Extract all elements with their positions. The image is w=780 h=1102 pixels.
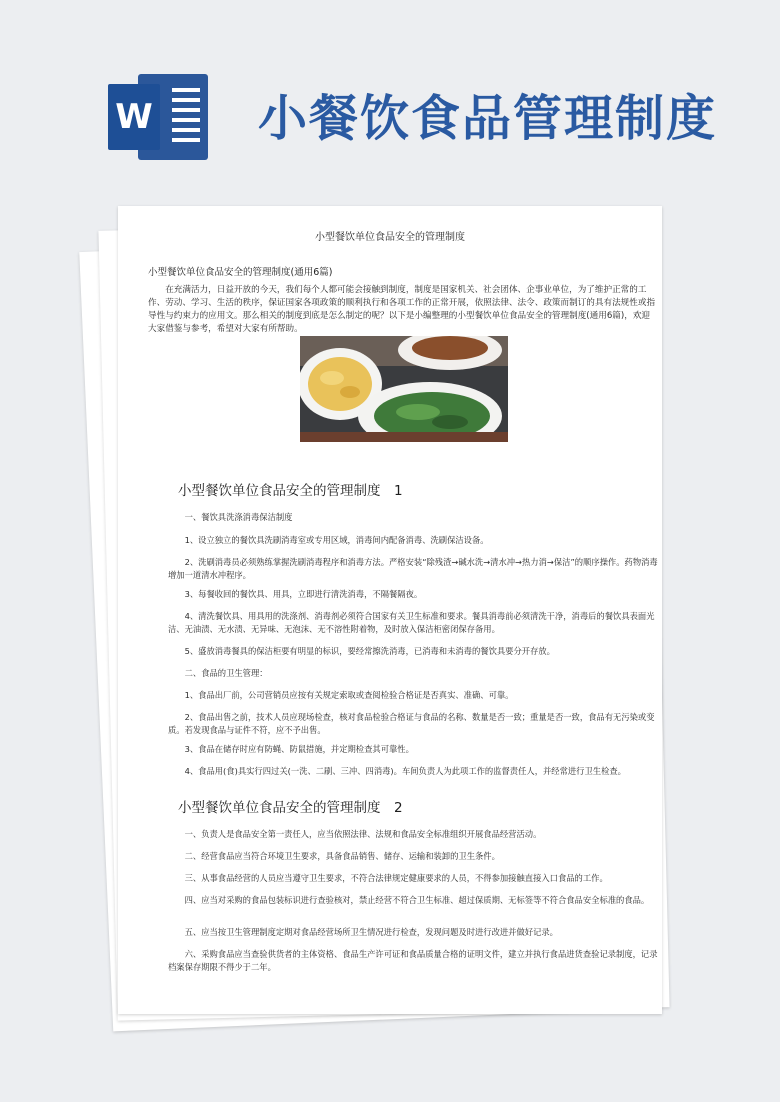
section-2-item: 三、从事食品经营的人员应当遵守卫生要求，不符合法律规定健康要求的人员，不得参加接触直接入口食品的工作。 <box>184 873 608 883</box>
section-1-item: 1、食品出厂前，公司营销员应按有关规定索取或查阅检验合格证是否真实、准确、可靠。 <box>184 690 514 700</box>
section-1-item: 2、食品出售之前，技术人员应现场检查，核对食品检验合格证与食品的名称、数量是否一致；重量是否一致，食品有无污染或变质。若发现食品与证件不符，应不予出售。 <box>168 712 655 735</box>
section-2-item: 五、应当按卫生管理制度定期对食品经营场所卫生情况进行检查，发现问题及时进行改进并做好记录。 <box>184 927 558 937</box>
section-2-item: 二、经营食品应当符合环境卫生要求，具备食品销售、储存、运输和装卸的卫生条件。 <box>184 851 500 861</box>
intro-paragraph: 在充满活力，日益开放的今天，我们每个人都可能会接触到制度，制度是国家机关、社会团体、企事业单位，为了维护正常的工作、劳动、学习、生活的秩序，保证国家各项政策的顺利执行和各项工作的正常开展，依照法律、法令、政策而制订的具有法规性或指导性与约束力的应用文。那么相关的制度到底是怎么制定的呢？以下是小编整理的小型餐饮单位食品安全的管理制度(通用6篇)，欢迎大家借鉴与参考，希望对大家有所帮助。 <box>148 285 656 334</box>
section-1-item: 二、食品的卫生管理： <box>184 668 268 678</box>
section-1-item: 3、每餐收回的餐饮具、用具，立即进行清洗消毒，不隔餐隔夜。 <box>184 589 423 599</box>
section-1-title: 小型餐饮单位食品安全的管理制度 1 <box>178 483 403 499</box>
section-2-item: 六、采购食品应当查验供货者的主体资格、食品生产许可证和食品质量合格的证明文件，建立并执行食品进货查验记录制度，记录档案保存期限不得少于二年。 <box>168 949 658 972</box>
section-1-item: 4、食品用(食)具实行四过关(一洗、二刷、三冲、四消毒)。车间负责人为此项工作的监督责任人，并经常进行卫生检查。 <box>184 766 626 776</box>
document-page <box>118 206 662 1014</box>
food-photo <box>300 336 508 442</box>
section-1-item: 一、餐饮具洗涤消毒保洁制度 <box>184 512 293 522</box>
word-icon-letter: W <box>108 84 160 150</box>
section-1-item: 1、设立独立的餐饮具洗刷消毒室或专用区域，消毒间内配备消毒、洗刷保洁设备。 <box>184 535 489 545</box>
section-1-item: 5、盛放消毒餐具的保洁柜要有明显的标识，要经常擦洗消毒，已消毒和未消毒的餐饮具要分开存放。 <box>184 646 555 656</box>
document-subtitle: 小型餐饮单位食品安全的管理制度(通用6篇) <box>148 267 333 278</box>
section-2-item: 一、负责人是食品安全第一责任人，应当依照法律、法规和食品安全标准组织开展食品经营活动。 <box>184 829 542 839</box>
section-2-title: 小型餐饮单位食品安全的管理制度 2 <box>178 800 403 816</box>
banner <box>0 0 780 200</box>
document-title: 小型餐饮单位食品安全的管理制度 <box>315 232 465 243</box>
section-1-item: 2、洗刷消毒员必须熟练掌握洗刷消毒程序和消毒方法。严格安装“除残渣→碱水洗→清水冲→热力消→保洁”的顺序操作。药物消毒增加一道清水冲程序。 <box>168 557 658 580</box>
banner-title: 小餐饮食品管理制度 <box>258 89 718 147</box>
section-2-item: 四、应当对采购的食品包装标识进行查验核对，禁止经营不符合卫生标准、超过保质期、无标签等不符合食品安全标准的食品。 <box>184 895 650 905</box>
word-document-icon <box>108 74 208 160</box>
section-1-item: 4、清洗餐饮具、用具用的洗涤剂、消毒剂必须符合国家有关卫生标准和要求。餐具消毒前必须清洗干净，消毒后的餐饮具表面光洁、无油渍、无水渍、无异味、无泡沫、无不溶性附着物，及时放入保洁柜密闭保存备用。 <box>168 611 655 634</box>
section-1-item: 3、食品在储存时应有防蝇、防鼠措施，并定期检查其可靠性。 <box>184 744 414 754</box>
food-photo-illustration <box>300 336 508 442</box>
